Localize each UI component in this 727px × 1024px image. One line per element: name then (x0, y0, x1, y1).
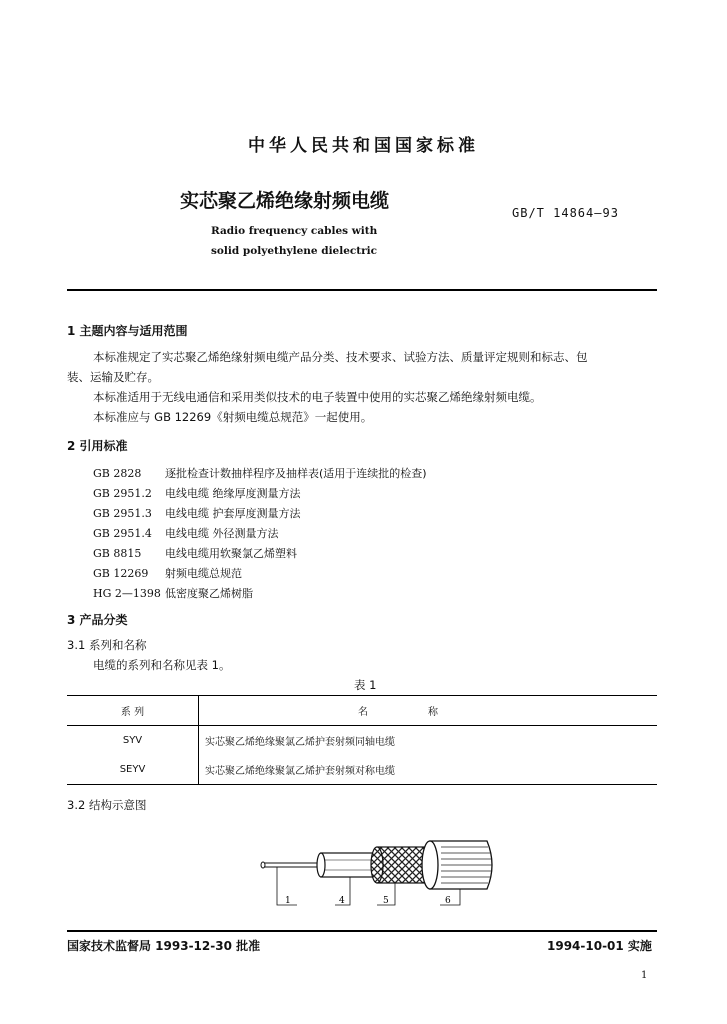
column-header-name: 名称 (358, 707, 498, 718)
section-1-para-1: 本标准规定了实芯聚乙烯绝缘射频电缆产品分类、技术要求、试验方法、质量评定规则和标志、包 (93, 350, 588, 364)
reference-item: GB 2951.4 电线电缆 外径测量方法 (93, 527, 279, 540)
reference-item: GB 2951.2 电线电缆 绝缘厚度测量方法 (93, 487, 301, 500)
diagram-label-5: 5 (383, 896, 389, 906)
section-2-heading: 2 引用标准 (67, 439, 128, 453)
footer-rule (67, 930, 657, 932)
section-3-heading: 3 产品分类 (67, 613, 128, 627)
english-title-line1: Radio frequency cables with (211, 225, 378, 237)
reference-item: GB 2951.3 电线电缆 护套厚度测量方法 (93, 507, 301, 520)
section-1-para-2: 本标准适用于无线电通信和采用类似技术的电子装置中使用的实芯聚乙烯绝缘射频电缆。 (93, 390, 542, 404)
series-table (67, 695, 657, 785)
standard-number: GB/T 14864—93 (512, 206, 619, 220)
section-3-2-heading: 3.2 结构示意图 (67, 798, 147, 812)
header-rule (67, 289, 657, 291)
cell-name: 实芯聚乙烯绝缘聚氯乙烯护套射频对称电缆 (205, 766, 395, 777)
section-1-para-1-cont: 装、运输及贮存。 (67, 370, 159, 384)
table-row (67, 726, 657, 756)
cell-series: SYV (67, 726, 199, 756)
page-number: 1 (641, 970, 648, 981)
reference-item: GB 2828 逐批检查计数抽样程序及抽样表(适用于连续批的检查) (93, 467, 427, 480)
cell-series: SEYV (67, 755, 199, 785)
org-title: 中华人民共和国国家标准 (248, 136, 479, 156)
column-header-series: 系 列 (67, 696, 199, 726)
diagram-label-6: 6 (445, 896, 451, 906)
section-3-1-heading: 3.1 系列和名称 (67, 638, 147, 652)
table-row (67, 755, 657, 785)
reference-item: HG 2—1398 低密度聚乙烯树脂 (93, 587, 253, 600)
table-header-row (67, 696, 657, 726)
cable-structure-diagram (255, 820, 505, 915)
section-1-para-3: 本标准应与 GB 12269《射频电缆总规范》一起使用。 (93, 410, 373, 424)
english-title-line2: solid polyethylene dielectric (211, 245, 378, 257)
document-title: 实芯聚乙烯绝缘射频电缆 (180, 190, 390, 212)
section-3-1-text: 电缆的系列和名称见表 1。 (93, 658, 231, 672)
cell-name: 实芯聚乙烯绝缘聚氯乙烯护套射频同轴电缆 (205, 737, 395, 748)
effective-date: 1994-10-01 实施 (547, 939, 652, 953)
diagram-label-4: 4 (339, 896, 345, 906)
table-caption: 表 1 (354, 678, 377, 692)
outer-jacket (422, 841, 492, 889)
reference-item: GB 12269 射频电缆总规范 (93, 567, 242, 580)
approval-note: 国家技术监督局 1993-12-30 批准 (67, 939, 261, 953)
reference-item: GB 8815 电线电缆用软聚氯乙烯塑料 (93, 547, 297, 560)
diagram-label-1: 1 (285, 896, 291, 906)
section-1-heading: 1 主题内容与适用范围 (67, 324, 188, 338)
